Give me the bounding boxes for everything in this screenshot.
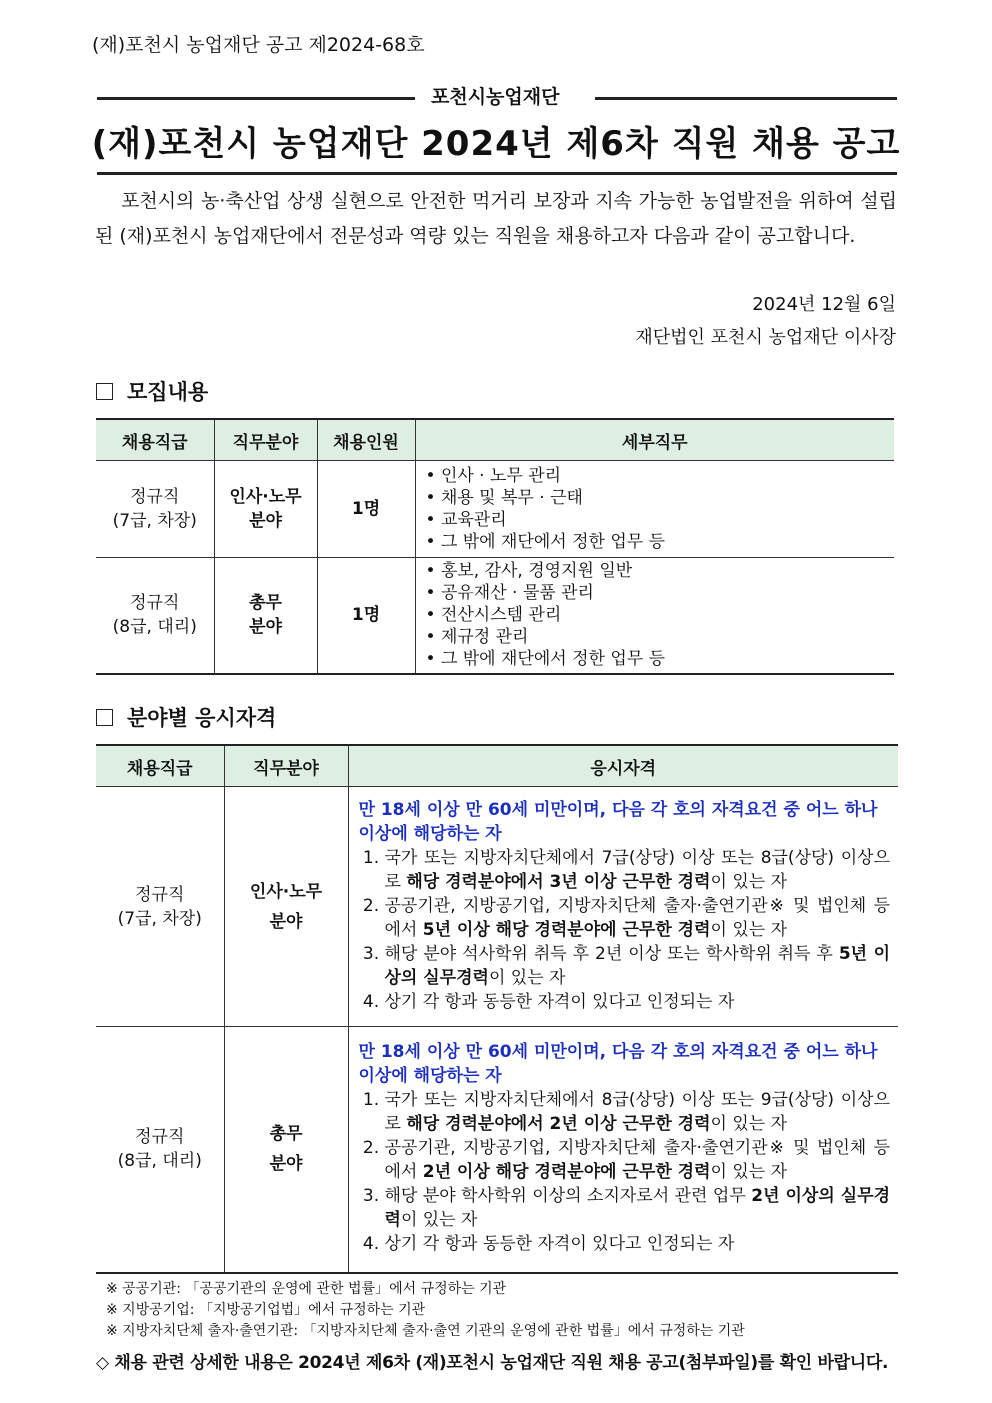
announcement-date: 2024년 12월 6일	[752, 294, 896, 315]
grade-level: (8급, 대리)	[117, 1151, 202, 1172]
title-rule	[97, 172, 897, 175]
col-header-count: 채용인원	[317, 419, 415, 461]
grade-type: 정규직	[135, 884, 185, 905]
list-item: • 교육관리	[426, 509, 895, 531]
footnote: ※ 지방자치단체 출자·출연기관: 「지방자치단체 출자·출연 기관의 운영에 관한 법률」에서 규정하는 기관	[106, 1323, 745, 1339]
grade-type: 정규직	[130, 593, 180, 614]
list-item: 3. 해당 분야 학사학위 이상의 소지자로서 관련 업무 2년 이상의 실무경력이 있는 자	[385, 1184, 891, 1232]
foundation-logo	[431, 82, 559, 109]
list-item: • 전산시스템 관리	[426, 604, 895, 626]
duties-cell	[415, 461, 894, 558]
logo-text: 포천시농업재단	[431, 86, 560, 108]
list-item: • 채용 및 복무 · 근태	[426, 487, 895, 509]
list-item: 4. 상기 각 항과 동등한 자격이 있다고 인정되는 자	[385, 1232, 891, 1256]
list-item: 1. 국가 또는 지방자치단체에서 8급(상당) 이상 또는 9급(상당) 이상으로 해당 경력분야에서 2년 이상 근무한 경력이 있는 자	[385, 1088, 891, 1136]
list-item: 2. 공공기관, 지방공기업, 지방자치단체 출자·출연기관※ 및 법인체 등에서 5년 이상 해당 경력분야에 근무한 경력이 있는 자	[385, 894, 891, 942]
section-recruitment-title: 모집내용	[127, 380, 209, 404]
table-row	[96, 461, 894, 558]
qualification-text	[349, 796, 899, 1018]
list-item: • 그 밖에 재단에서 정한 업무 등	[426, 531, 895, 553]
col-header-field: 직무분야	[224, 745, 348, 787]
field-name: 인사·노무	[249, 881, 323, 902]
list-item: • 인사 · 노무 관리	[426, 465, 895, 487]
footnote: ※ 지방공기업: 「지방공기업법」에서 규정하는 기관	[106, 1302, 426, 1318]
list-item: • 제규정 관리	[426, 626, 895, 648]
final-note: ◇ 채용 관련 상세한 내용은 2024년 제6차 (재)포천시 농업재단 직원 채용 공고(첨부파일)를 확인 바랍니다.	[96, 1353, 889, 1373]
col-header-field: 직무분야	[214, 419, 317, 461]
field-suffix: 분야	[249, 511, 282, 531]
grade-level: (8급, 대리)	[112, 617, 197, 638]
brand-rule-right	[595, 97, 897, 100]
duties-list	[416, 463, 895, 555]
checkbox-square-icon	[96, 709, 113, 726]
col-header-qualification: 응시자격	[348, 745, 898, 787]
qualification-text	[349, 1038, 899, 1260]
section-recruitment	[96, 376, 208, 406]
footnotes	[106, 1279, 745, 1342]
brand-rule-left	[97, 97, 415, 100]
grade-level: (7급, 차장)	[112, 511, 197, 531]
col-header-duties: 세부직무	[415, 419, 894, 461]
table-row	[96, 558, 894, 674]
field-suffix: 분야	[269, 1154, 303, 1175]
col-header-grade: 채용직급	[96, 419, 214, 461]
grade-type: 정규직	[135, 1127, 185, 1148]
list-item: 2. 공공기관, 지방공기업, 지방자치단체 출자·출연기관※ 및 법인체 등에서 2년 이상 해당 경력분야에 근무한 경력이 있는 자	[385, 1136, 891, 1184]
field-name: 총무	[249, 593, 282, 614]
list-item: • 홍보, 감사, 경영지원 일반	[426, 560, 895, 582]
grade-cell	[96, 787, 224, 1027]
qualification-cell	[348, 787, 898, 1027]
count-cell: 1명	[317, 461, 415, 558]
field-cell	[214, 558, 317, 674]
qualification-list	[359, 1088, 891, 1256]
duties-list	[416, 558, 895, 672]
table-row	[96, 1027, 898, 1273]
col-header-grade: 채용직급	[96, 745, 224, 787]
qualification-lead: 만 18세 이상 만 60세 미만이며, 다음 각 호의 자격요건 중 어느 하나 이상에 해당하는 자	[358, 799, 878, 844]
field-name: 인사·노무	[229, 487, 302, 507]
qualification-list	[359, 846, 891, 1014]
field-cell	[224, 787, 348, 1027]
grade-level: (7급, 차장)	[117, 908, 202, 929]
qualification-table	[96, 744, 898, 1274]
table-header-row	[96, 419, 894, 461]
count-cell: 1명	[317, 558, 415, 674]
brand-header	[97, 82, 897, 112]
footnote: ※ 공공기관: 「공공기관의 운영에 관한 법률」에서 규정하는 기관	[106, 1281, 507, 1297]
grade-cell	[96, 461, 214, 558]
grade-type: 정규직	[130, 487, 180, 507]
field-suffix: 분야	[249, 617, 282, 638]
table-row	[96, 787, 898, 1027]
list-item: 4. 상기 각 항과 동등한 자격이 있다고 인정되는 자	[385, 990, 891, 1014]
duties-cell	[415, 558, 894, 674]
section-qualification-title: 분야별 응시자격	[127, 706, 277, 730]
recruitment-table	[96, 418, 894, 675]
field-suffix: 분야	[269, 911, 303, 932]
field-cell	[214, 461, 317, 558]
section-qualification	[96, 702, 276, 732]
field-name: 총무	[269, 1124, 303, 1145]
grade-cell	[96, 558, 214, 674]
issuer: 재단법인 포천시 농업재단 이사장	[635, 327, 896, 348]
list-item: • 그 밖에 재단에서 정한 업무 등	[426, 648, 895, 670]
checkbox-square-icon	[96, 383, 113, 400]
page-title: (재)포천시 농업재단 2024년 제6차 직원 채용 공고	[91, 124, 901, 164]
field-cell	[224, 1027, 348, 1273]
qualification-lead: 만 18세 이상 만 60세 미만이며, 다음 각 호의 자격요건 중 어느 하나 이상에 해당하는 자	[358, 1042, 878, 1087]
intro-paragraph: 포천시의 농·축산업 상생 실현으로 안전한 먹거리 보장과 지속 가능한 농업발전을 위하여 설립된 (재)포천시 농업재단에서 전문성과 역량 있는 직원을 채용하고자 다음과 같이 공고합니다.	[95, 190, 897, 247]
notice-number: (재)포천시 농업재단 공고 제2024-68호	[92, 34, 425, 56]
grade-cell	[96, 1027, 224, 1273]
qualification-cell	[348, 1027, 898, 1273]
list-item: 1. 국가 또는 지방자치단체에서 7급(상당) 이상 또는 8급(상당) 이상으로 해당 경력분야에서 3년 이상 근무한 경력이 있는 자	[385, 846, 891, 894]
list-item: 3. 해당 분야 석사학위 취득 후 2년 이상 또는 학사학위 취득 후 5년 이상의 실무경력이 있는 자	[385, 942, 891, 990]
list-item: • 공유재산 · 물품 관리	[426, 582, 895, 604]
table-header-row	[96, 745, 898, 787]
